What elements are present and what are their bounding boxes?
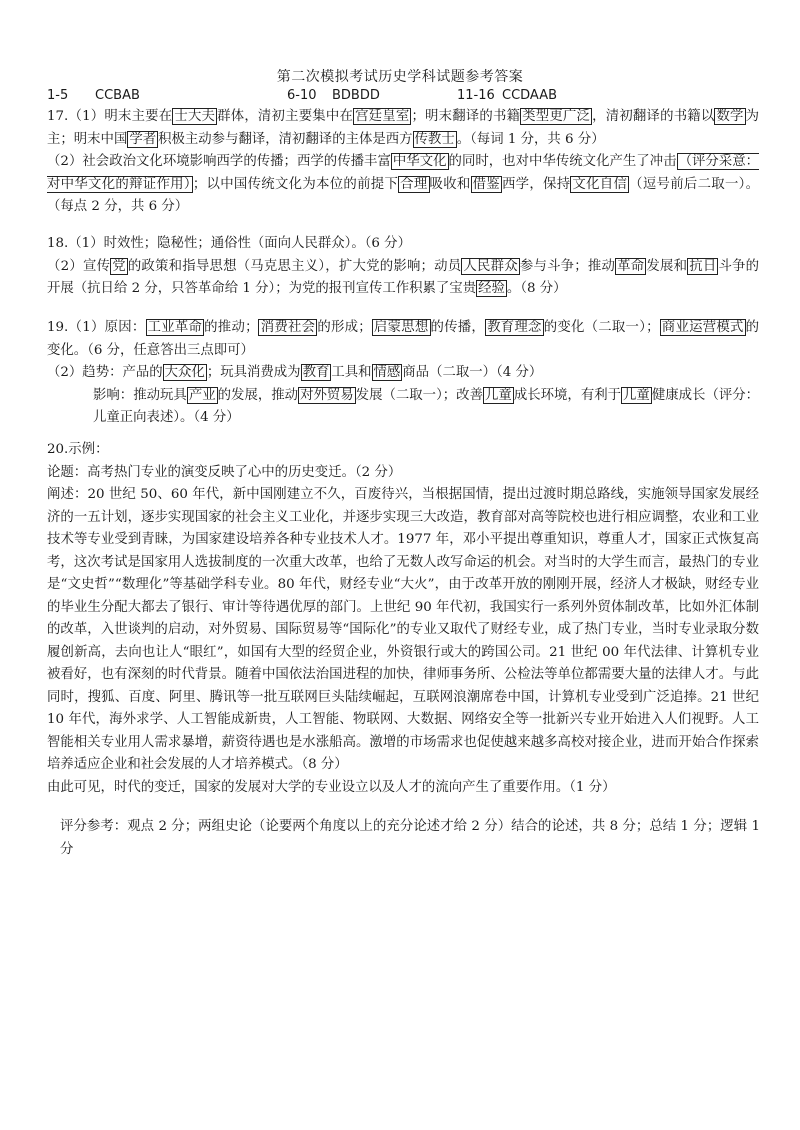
text-run: 工具和 [331,365,372,380]
q19-part3 [47,385,759,430]
text-run: 吸收和 [429,176,471,192]
text-run: 商品（二取一）（4 分） [402,365,543,380]
text-run: 参与斗争；推动 [519,258,616,274]
mcq-group-2 [287,88,457,103]
mcq-answer: BDBDD [332,88,380,103]
text-run: ；玩具消费成为 [206,365,301,380]
question-18-answer [47,233,759,301]
text-run: 的同时，也对中华传统文化产生了冲击 [448,154,677,169]
q17-part2 [47,151,759,219]
keyword-box: 党 [112,258,126,274]
q19-part2 [47,362,759,385]
keyword-box: 经验 [478,281,505,296]
keyword-box: 传教士 [414,131,455,147]
q20-thesis: 论题：高考热门专业的演变反映了心中的历史变迁。（2 分） [47,464,402,480]
keyword-box: 人民群众 [463,258,518,274]
keyword-box: 中华文化 [392,154,447,169]
text-run: 发展（二取一）；改善 [355,387,483,403]
keyword-box: 产业 [188,387,216,403]
text-run: 的发展，推动 [217,387,299,403]
q20-conclusion: 由此可见，时代的变迁，国家的发展对大学的专业设立以及人才的流向产生了重要作用。（1 分） [47,779,616,795]
text-run: （逗号前后二取一）。（每点 2 分，共 6 分） [47,176,760,214]
text-run: 。（每词 1 分，共 6 分） [456,131,605,147]
keyword-box: 借鉴 [472,176,500,192]
keyword-box: 合理 [400,176,428,192]
mcq-range: 6-10 [287,88,317,103]
q20-body: 阐述：20 世纪 50、60 年代，新中国刚建立不久，百废待兴，当根据国情，提出过渡时期总路线，实施领导国家发展经济的一五计划，逐步实现国家的社会主义工业化，并逐步实现三大改造，教育部对高等院校也进行相应调整，农业和工业技术等专业受到青睐，为国家建设培养各种专业技术人才。1977 年，邓小平提出尊重知识，尊重人才，国家正式恢复高考，这次考试是国家用人选拔制度的一次重大改革，也给了无数人改写命运的机会。对当时的大学生而言，最热门的专业是“文史哲”“数理化”等基础学科专业。80 年代，财经专业“大火”，由于改革开放的刚刚开展，经济人才极缺，财经专业的毕业生分配大都去了银行、审计等待遇优厚的部门。上世纪 90 年代初，我国实行一系列外贸体制改革，比如外汇体制的改革，入世谈判的启动，对外贸易、国际贸易等“国际化”的专业又取代了财经专业，成了热门专业，当时专业录取分数履创新高，去向也让人“眼红”，如国有大型的经贸企业，外资银行或大的跨国公司。21 世纪 00 年代法律、计算机专业被看好，也有深刻的时代背景。随着中国依法治国进程的加快，律师事务所、公检法等单位都需要大量的法律人才。与此同时，搜狐、百度、阿里、腾讯等一批互联网巨头陆续崛起，互联网浪潮席卷中国，计算机专业受到广泛追捧。21 世纪 10 年代，海外求学、人工智能成新贵，人工智能、物联网、大数据、网络安全等一批新兴专业开始进入人们视野。人工智能相关专业用人需求暴增，薪资待遇也是水涨船高。激增的市场需求也促使越来越多高校对接企业，进而开始合作探索培养适应企业和社会发展的人才培养模式。（8 分） [47,487,759,772]
text-run: 群体，清初主要集中在 [217,109,354,124]
text-run: 积极主动参与翻译，清初翻译的主体是西方 [158,131,413,147]
text-run: 发展和 [646,258,688,274]
keyword-box: 文化自信 [572,176,628,192]
keyword-box: 教育理念 [487,320,542,335]
text-run: 健康成长（评分：儿童正向表述）。（4 分） [93,387,760,425]
text-run: 为主；明末中国 [47,109,760,147]
text-run: 斗争的开展（抗日给 2 分，只答革命给 1 分）；为党的报刊宣传工作积累了宝贵 [47,258,760,296]
keyword-box: 对外贸易 [300,387,354,403]
keyword-box: 教育 [302,365,330,380]
text-run: 19.（1）原因： [47,320,146,335]
text-run: 的传播， [430,320,486,335]
keyword-box: 类型更广泛 [522,109,591,124]
keyword-box: 儿童 [485,387,512,403]
keyword-box: 商业运营模式 [661,320,744,335]
text-run: （2）社会政治文化环境影响西学的传播；西学的传播丰富 [47,154,391,169]
mcq-answer: CCDAAB [502,88,558,103]
text-run: 成长环境，有利于 [513,387,622,403]
text-run: 的变化。（6 分，任意答出三点即可） [47,320,760,358]
q19-part1 [47,317,759,362]
mcq-answer: CCBAB [95,88,140,103]
page-title: 第二次模拟考试历史学科试题参考答案 [276,69,524,85]
keyword-box: 儿童 [623,387,650,403]
text-run: （2）趋势：产品的 [47,365,163,380]
question-19-answer [47,317,759,430]
mcq-group-1 [47,88,287,103]
mcq-range: 11-16 [457,88,495,103]
text-run: （2）宣传 [47,258,111,274]
text-run: 的政策和指导思想（马克思主义），扩大党的影响；动员 [127,258,462,274]
q17-part1 [47,106,759,151]
text-run: 西学，保持 [501,176,571,192]
multiple-choice-answers [47,88,557,103]
text-run: ；以中国传统文化为本位的前提下 [192,176,399,192]
keyword-box: 宫廷皇室 [355,109,410,124]
mcq-group-3 [457,88,557,103]
keyword-box: 消费社会 [260,320,316,335]
text-run: ，清初翻译的书籍以 [592,109,715,124]
keyword-box: （评分采意：对中华文化的辩证作用） [47,154,760,192]
text-run: 影响：推动玩具 [93,387,187,403]
scoring-reference: 评分参考：观点 2 分；两组史论（论要两个角度以上的充分论述才给 2 分）结合的论述，共 8 分；总结 1 分；逻辑 1 分 [60,819,760,857]
text-run: 的推动； [204,320,259,335]
keyword-box: 学者 [129,131,157,147]
question-20-answer [47,439,759,799]
keyword-box: 数学 [716,109,744,124]
text-run: 17.（1）明末主要在 [47,109,173,124]
q18-part2 [47,256,759,301]
text-run: 的变化（二取一）； [543,320,660,335]
text-run: 的形成； [317,320,372,335]
question-17-answer [47,106,759,219]
q18-part1: 18.（1）时效性；隐秘性；通俗性（面向人民群众）。（6 分） [47,236,411,251]
keyword-box: 大众化 [164,365,205,380]
keyword-box: 革命 [617,258,645,274]
keyword-box: 士大夫 [174,109,216,124]
text-run: ；明末翻译的书籍 [411,109,521,124]
keyword-box: 抗日 [689,258,717,274]
q20-heading: 20.示例： [47,442,109,457]
keyword-box: 情感 [373,365,401,380]
keyword-box: 启蒙思想 [373,320,429,335]
text-run: 。（8 分） [506,281,567,296]
mcq-range: 1-5 [47,88,69,103]
keyword-box: 工业革命 [147,320,203,335]
